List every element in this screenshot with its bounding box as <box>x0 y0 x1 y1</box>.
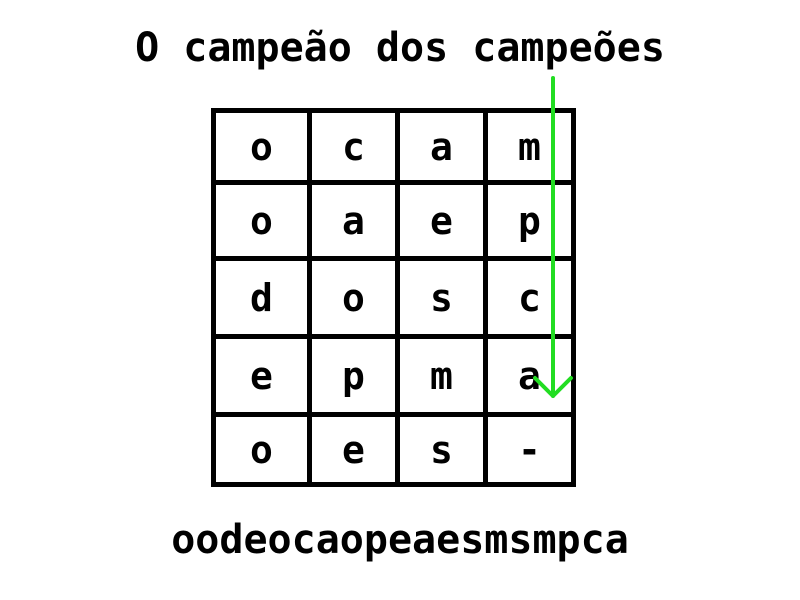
grid-row <box>214 337 574 415</box>
grid-cell: p <box>310 337 398 415</box>
grid-cell: s <box>398 415 486 485</box>
grid-row <box>214 111 574 183</box>
grid-cell: a <box>486 337 574 415</box>
grid-cell: a <box>310 183 398 259</box>
grid-row <box>214 259 574 337</box>
ciphertext-result: oodeocaopeaesmsmpca <box>171 517 629 563</box>
grid-cell: c <box>310 111 398 183</box>
grid-cell: a <box>398 111 486 183</box>
transposition-grid <box>211 108 576 487</box>
grid-cell: e <box>214 337 310 415</box>
grid-cell: e <box>310 415 398 485</box>
grid-cell: e <box>398 183 486 259</box>
grid-cell: o <box>214 111 310 183</box>
grid-cell: d <box>214 259 310 337</box>
grid-cell: o <box>310 259 398 337</box>
grid-cell: m <box>486 111 574 183</box>
grid-cell: s <box>398 259 486 337</box>
grid-cell: p <box>486 183 574 259</box>
grid-cell: o <box>214 415 310 485</box>
grid-cell: c <box>486 259 574 337</box>
grid-cell: o <box>214 183 310 259</box>
plaintext-title: O campeão dos campeões <box>135 25 665 71</box>
grid-row <box>214 183 574 259</box>
grid-row <box>214 415 574 485</box>
grid-cell: m <box>398 337 486 415</box>
grid-cell: - <box>486 415 574 485</box>
